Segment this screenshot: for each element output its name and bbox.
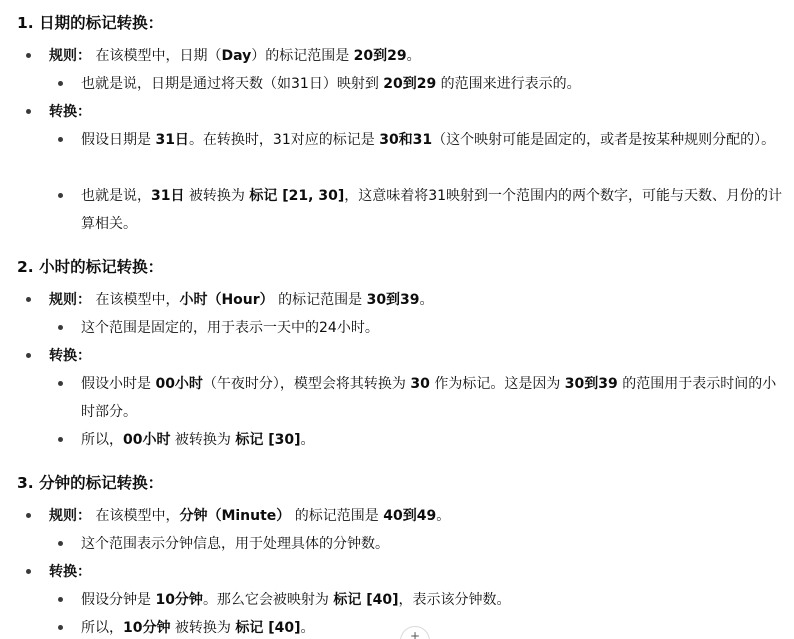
bullet-icon bbox=[26, 513, 31, 518]
list-item-minute-convert: 转换： bbox=[49, 564, 91, 580]
bullet-icon bbox=[58, 625, 63, 630]
list-item-day-convert: 转换： bbox=[49, 104, 91, 120]
bullet-icon bbox=[26, 53, 31, 58]
bullet-icon bbox=[58, 541, 63, 546]
list-item-hour-convert-result: 所以，00小时 被转换为 标记 [30]。 bbox=[81, 432, 315, 448]
list-item-hour-rule-detail: 这个范围是固定的，用于表示一天中的24小时。 bbox=[81, 320, 379, 336]
list-item-hour-convert-example: 假设小时是 00小时（午夜时分），模型会将其转换为 30 作为标记。这是因为 30到39 的范围用于表示时间的小时部分。 bbox=[81, 376, 777, 420]
plus-icon: + bbox=[409, 629, 421, 639]
list-item-day-rule: 规则： 在该模型中，日期（Day）的标记范围是 20到29。 bbox=[49, 48, 421, 64]
bullet-icon bbox=[58, 137, 63, 142]
list-item-minute-convert-result: 所以，10分钟 被转换为 标记 [40]。 bbox=[81, 620, 315, 636]
bullet-icon bbox=[26, 353, 31, 358]
list-item-day-convert-example: 假设日期是 31日。在转换时，31对应的标记是 30和31（这个映射可能是固定的，或者是按某种规则分配的）。 bbox=[81, 132, 776, 148]
bullet-icon bbox=[58, 437, 63, 442]
bullet-icon bbox=[26, 109, 31, 114]
section-heading-minute: 3. 分钟的标记转换： bbox=[17, 474, 164, 492]
list-item-minute-rule: 规则： 在该模型中，分钟（Minute） 的标记范围是 40到49。 bbox=[49, 508, 451, 524]
section-heading-hour: 2. 小时的标记转换： bbox=[17, 258, 164, 276]
bullet-icon bbox=[26, 297, 31, 302]
bullet-icon bbox=[58, 325, 63, 330]
bullet-icon bbox=[26, 569, 31, 574]
list-item-day-convert-result: 也就是说，31日 被转换为 标记 [21, 30]，这意味着将31映射到一个范围内的两个数字，可能与天数、月份的计算相关。 bbox=[81, 188, 783, 232]
bullet-icon bbox=[58, 81, 63, 86]
list-item-minute-convert-example: 假设分钟是 10分钟。那么它会被映射为 标记 [40]，表示该分钟数。 bbox=[81, 592, 511, 608]
list-item-hour-convert: 转换： bbox=[49, 348, 91, 364]
bullet-icon bbox=[58, 597, 63, 602]
section-heading-day: 1. 日期的标记转换： bbox=[17, 14, 164, 32]
list-item-minute-rule-detail: 这个范围表示分钟信息，用于处理具体的分钟数。 bbox=[81, 536, 389, 552]
bullet-icon bbox=[58, 193, 63, 198]
list-item-day-rule-detail: 也就是说，日期是通过将天数（如31日）映射到 20到29 的范围来进行表示的。 bbox=[81, 76, 581, 92]
bullet-icon bbox=[58, 381, 63, 386]
list-item-hour-rule: 规则： 在该模型中，小时（Hour） 的标记范围是 30到39。 bbox=[49, 292, 434, 308]
